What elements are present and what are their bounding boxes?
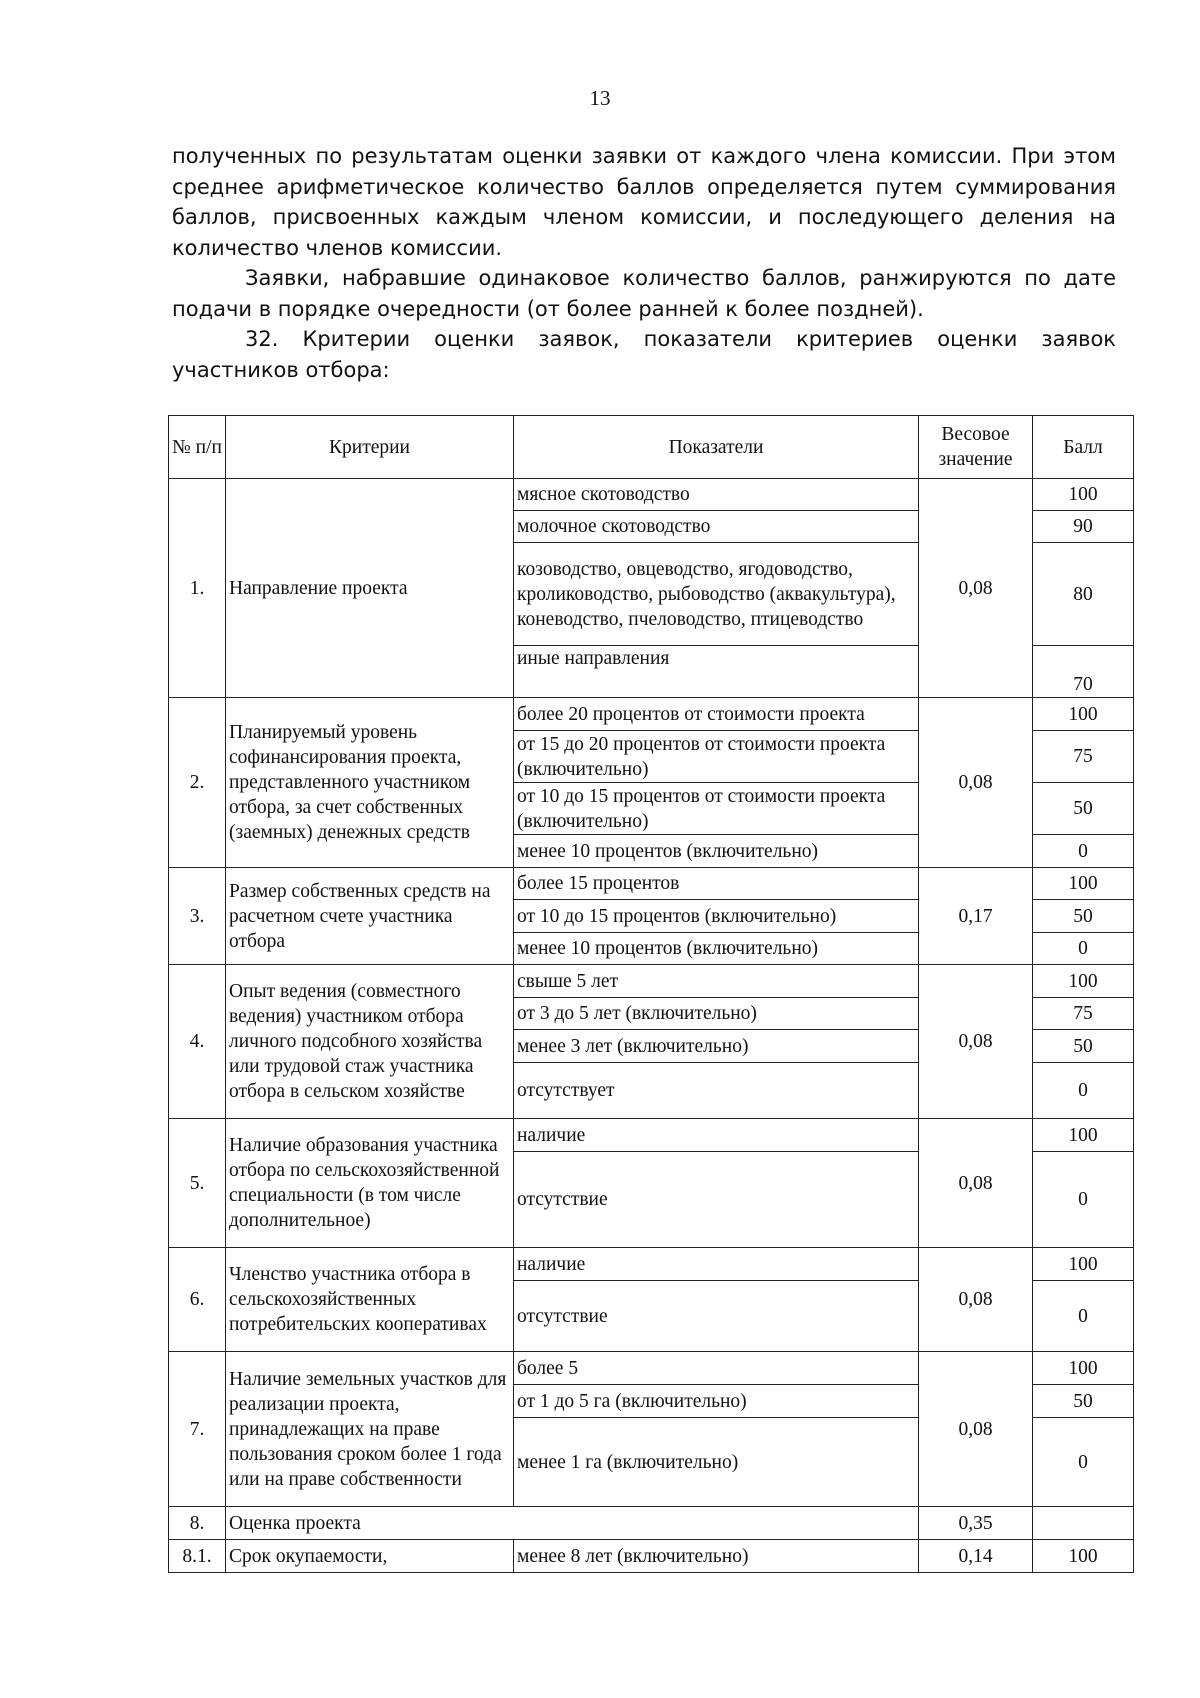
score-cell: 100 (1033, 1352, 1134, 1385)
criterion-name: Размер собственных средств на расчетном счете участника отбора (226, 868, 514, 965)
criterion-number: 3. (169, 868, 226, 965)
indicator-cell: от 15 до 20 процентов от стоимости проекта (включительно) (514, 731, 919, 783)
score-cell: 0 (1033, 835, 1134, 868)
score-cell: 100 (1033, 1119, 1134, 1152)
header-score: Балл (1033, 416, 1134, 479)
criteria-table (168, 415, 1134, 1573)
table-row (169, 1352, 1134, 1385)
indicator-cell: наличие (514, 1119, 919, 1152)
score-cell: 75 (1033, 998, 1134, 1030)
score-cell: 50 (1033, 1385, 1134, 1418)
score-cell: 100 (1033, 479, 1134, 511)
score-cell: 0 (1033, 1063, 1134, 1119)
weight-cell: 0,08 (919, 479, 1033, 698)
score-cell: 0 (1033, 1281, 1134, 1352)
criterion-name: Направление проекта (226, 479, 514, 698)
intro-paragraph: Заявки, набравшие одинаковое количество баллов, ранжируются по дате подачи в порядке очередности (от более ранней к более поздней). (172, 266, 1116, 321)
weight-cell: 0,17 (919, 868, 1033, 965)
indicator-cell: от 10 до 15 процентов (включительно) (514, 900, 919, 933)
indicator-cell: от 1 до 5 га (включительно) (514, 1385, 919, 1418)
intro-paragraph: 32. Критерии оценки заявок, показатели критериев оценки заявок участников отбора: (172, 327, 1116, 382)
indicator-cell: от 3 до 5 лет (включительно) (514, 998, 919, 1030)
score-cell: 70 (1033, 646, 1134, 698)
criterion-number: 5. (169, 1119, 226, 1248)
score-cell: 100 (1033, 1248, 1134, 1281)
indicator-cell: более 15 процентов (514, 868, 919, 900)
criterion-name: Срок окупаемости, (226, 1540, 514, 1573)
weight-cell: 0,08 (919, 1119, 1033, 1248)
indicator-cell: мясное скотоводство (514, 479, 919, 511)
weight-cell: 0,08 (919, 1352, 1033, 1507)
weight-cell: 0,08 (919, 698, 1033, 868)
weight-cell: 0,14 (919, 1540, 1033, 1573)
table-row (169, 698, 1134, 731)
page-number: 13 (589, 86, 611, 110)
score-cell: 50 (1033, 1030, 1134, 1063)
score-cell: 100 (1033, 1540, 1134, 1573)
criterion-number: 8. (169, 1507, 226, 1540)
indicator-cell: менее 1 га (включительно) (514, 1418, 919, 1507)
indicator-cell: от 10 до 15 процентов от стоимости проекта (включительно) (514, 783, 919, 835)
header-criteria: Критерии (226, 416, 514, 479)
score-cell: 90 (1033, 511, 1134, 543)
criterion-name: Членство участника отбора в сельскохозяйственных потребительских кооперативах (226, 1248, 514, 1352)
indicator-cell: менее 8 лет (включительно) (514, 1540, 919, 1573)
weight-cell: 0,35 (919, 1507, 1033, 1540)
indicator-cell: отсутствие (514, 1152, 919, 1248)
criterion-name: Оценка проекта (226, 1507, 919, 1540)
intro-text (172, 141, 1116, 385)
score-cell: 80 (1033, 543, 1134, 646)
table-row (169, 1248, 1134, 1281)
table-row (169, 1119, 1134, 1152)
criterion-name: Планируемый уровень софинансирования проекта, представленного участником отбора, за счет собственных (заемных) денежных средств (226, 698, 514, 868)
criterion-number: 6. (169, 1248, 226, 1352)
criterion-number: 4. (169, 965, 226, 1119)
table-row (169, 965, 1134, 998)
indicator-cell: менее 3 лет (включительно) (514, 1030, 919, 1063)
indicator-cell: отсутствие (514, 1281, 919, 1352)
score-cell: 0 (1033, 933, 1134, 965)
table-row (169, 1540, 1134, 1573)
criterion-number: 2. (169, 698, 226, 868)
score-cell: 0 (1033, 1418, 1134, 1507)
indicator-cell: менее 10 процентов (включительно) (514, 933, 919, 965)
indicator-cell: отсутствует (514, 1063, 919, 1119)
table-row (169, 479, 1134, 511)
criterion-number: 7. (169, 1352, 226, 1507)
intro-paragraph: полученных по результатам оценки заявки от каждого члена комиссии. При этом среднее арифметическое количество баллов определяется путем суммирования баллов, присвоенных каждым членом комиссии, и последующего деления на количество членов комиссии. (172, 144, 1116, 260)
indicator-cell: молочное скотоводство (514, 511, 919, 543)
score-cell: 75 (1033, 731, 1134, 783)
score-cell: 50 (1033, 900, 1134, 933)
criterion-number: 8.1. (169, 1540, 226, 1573)
score-cell: 0 (1033, 1152, 1134, 1248)
criterion-name: Наличие земельных участков для реализации проекта, принадлежащих на праве пользования сроком более 1 года или на праве собственности (226, 1352, 514, 1507)
header-indicators: Показатели (514, 416, 919, 479)
table-header-row (169, 416, 1134, 479)
indicator-cell: более 5 (514, 1352, 919, 1385)
criterion-number: 1. (169, 479, 226, 698)
score-cell (1033, 1507, 1134, 1540)
criterion-name: Наличие образования участника отбора по сельскохозяйственной специальности (в том числе дополнительное) (226, 1119, 514, 1248)
score-cell: 100 (1033, 698, 1134, 731)
indicator-cell: более 20 процентов от стоимости проекта (514, 698, 919, 731)
indicator-cell: менее 10 процентов (включительно) (514, 835, 919, 868)
score-cell: 100 (1033, 965, 1134, 998)
weight-cell: 0,08 (919, 965, 1033, 1119)
header-weight: Весовое значение (919, 416, 1033, 479)
header-num: № п/п (169, 416, 226, 479)
table-row (169, 868, 1134, 900)
indicator-cell: иные направления (514, 646, 919, 698)
indicator-cell: наличие (514, 1248, 919, 1281)
score-cell: 50 (1033, 783, 1134, 835)
weight-cell: 0,08 (919, 1248, 1033, 1352)
indicator-cell: свыше 5 лет (514, 965, 919, 998)
indicator-cell: козоводство, овцеводство, ягодоводство, кролиководство, рыбоводство (аквакультура), коневодство, пчеловодство, птицеводство (514, 543, 919, 646)
score-cell: 100 (1033, 868, 1134, 900)
criterion-name: Опыт ведения (совместного ведения) участником отбора личного подсобного хозяйства или трудовой стаж участника отбора в сельском хозяйстве (226, 965, 514, 1119)
table-row (169, 1507, 1134, 1540)
